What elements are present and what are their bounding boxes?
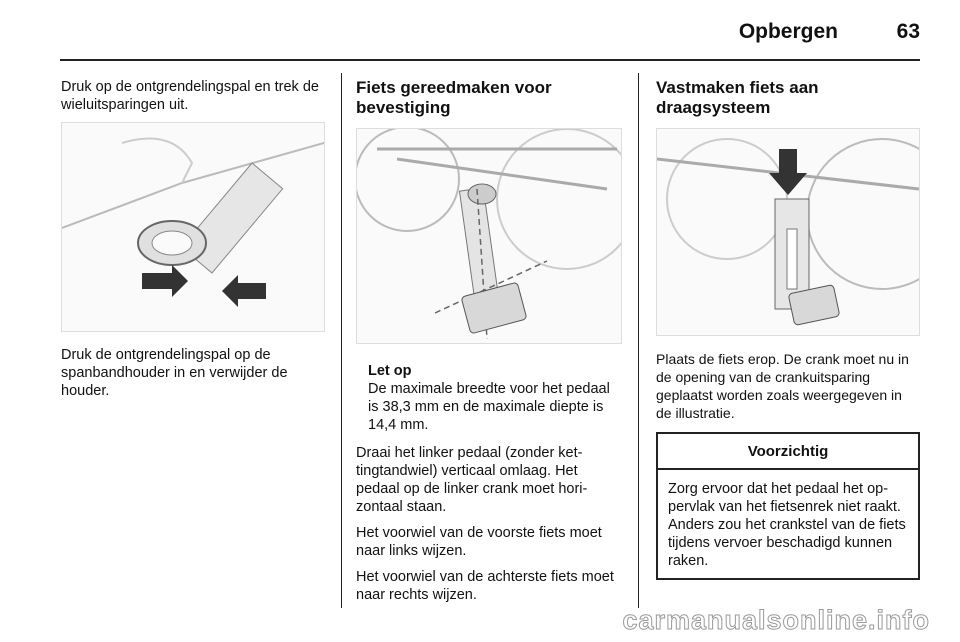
section-heading: Fiets gereedmaken voor bevestiging	[356, 78, 552, 117]
caution-box	[656, 432, 920, 580]
column-3	[656, 78, 920, 580]
note-title: Let op	[368, 363, 412, 379]
column-1	[61, 78, 327, 408]
column-divider	[638, 73, 639, 608]
paragraph: Druk de ontgrendelingspal op de spanbandhouder in en verwijder de houder.	[61, 347, 288, 399]
column-2	[356, 78, 622, 612]
section-title: Opbergen	[738, 20, 838, 43]
header-rule	[60, 59, 920, 61]
note-text: De maximale breedte voor het pedaal is 38,3 mm en de maximale diepte is 14,4 mm.	[368, 381, 610, 433]
caution-title: Voorzichtig	[658, 434, 918, 470]
illustration-pedal-position	[356, 128, 622, 344]
paragraph: Plaats de fiets erop. De crank moet nu in de opening van de crankuitsparing geplaatst worden zoals weergegeven in de illustratie.	[656, 351, 909, 421]
illustration-strap-holder	[61, 122, 325, 332]
paragraph: Druk op de ontgrendelingspal en trek de wieluitsparingen uit.	[61, 79, 319, 113]
watermark: carmanualsonline.info	[622, 605, 930, 635]
section-heading: Vastmaken fiets aan draagsysteem	[656, 78, 819, 117]
note-box	[368, 362, 622, 434]
paragraph: Draai het linker pedaal (zonder kettingtandwiel) verticaal omlaag. Het pedaal op de linker crank moet horizontaal staan.	[356, 445, 588, 515]
illustration-mounting-bike	[656, 128, 920, 336]
paragraph: Het voorwiel van de achterste fiets moet naar rechts wijzen.	[356, 569, 614, 603]
column-divider	[341, 73, 342, 608]
paragraph: Het voorwiel van de voorste fiets moet naar links wijzen.	[356, 525, 602, 559]
caution-text: Zorg ervoor dat het pedaal het oppervlak van het fietsenrek niet raakt. Anders zou het crankstel van de fiets tijdens vervoer beschadigd kunnen raken.	[668, 481, 906, 569]
page-number: 63	[896, 20, 920, 43]
